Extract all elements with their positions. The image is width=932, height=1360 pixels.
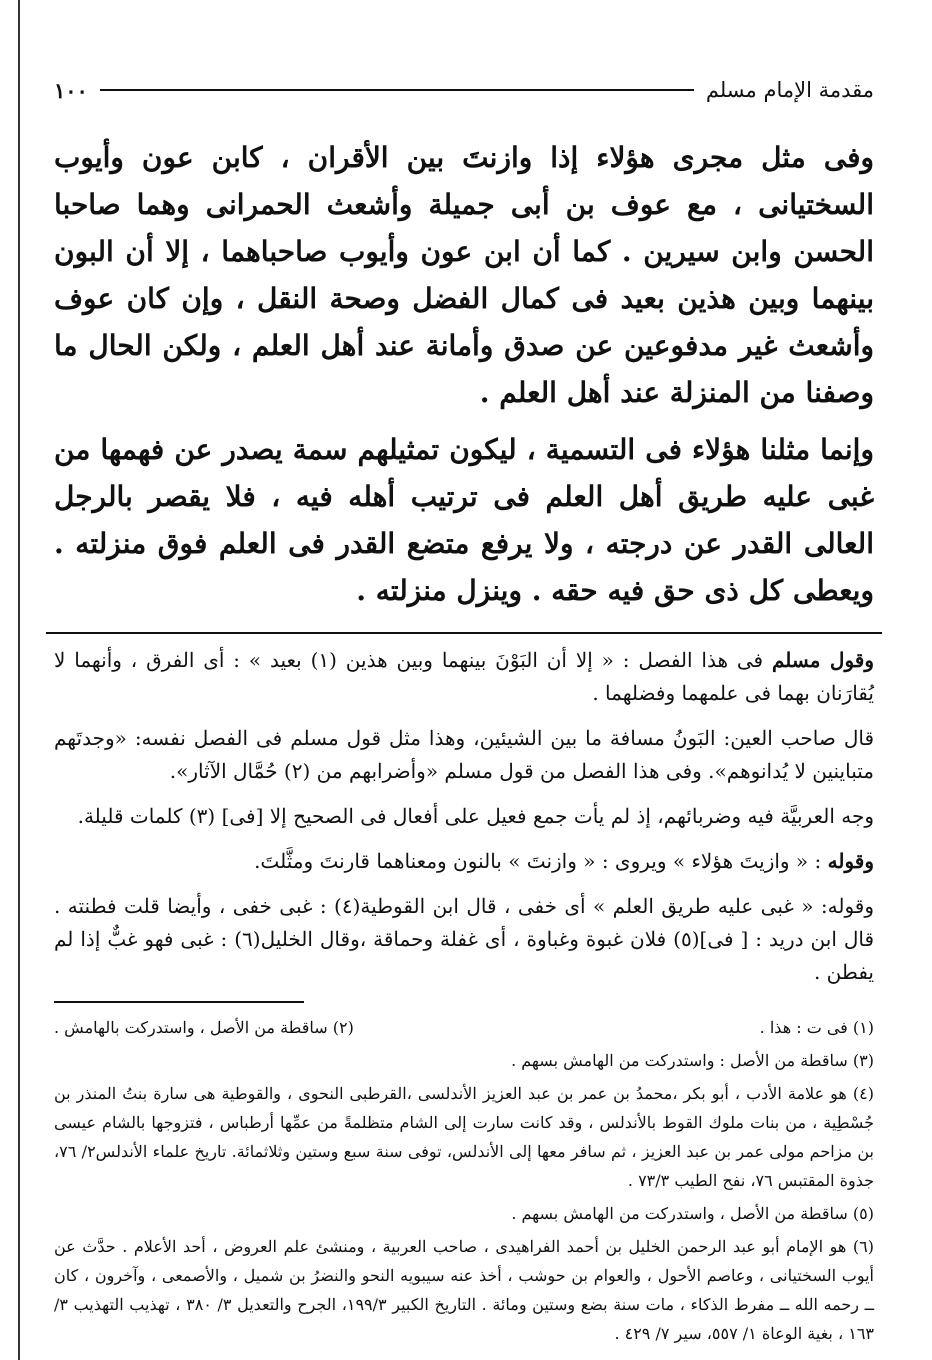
main-text-divider bbox=[46, 632, 882, 634]
commentary bbox=[54, 644, 874, 989]
commentary-paragraph-2: قال صاحب العين: البَونُ مسافة ما بين الشيئين، وهذا مثل قول مسلم فى الفصل نفسه: «وجدتَهم متباينين لا يُدانوهم». وفى هذا الفصل من قول مسلم «وأضرابهم من (٢) حُمَّال الآثار». bbox=[54, 726, 874, 783]
footnote-6: (٦) هو الإمام أبو عبد الرحمن الخليل بن أحمد الفراهيدى ، صاحب العربية ، ومنشئ علم العروض ، أحد الأعلام . حدَّث عن أيوب السختيانى ، وعاصم الأحول ، والعوام بن حوشب ، أخذ عنه سيبويه النحو والنضرُ بن شميل ، والأصمعى ، وآخرون ، كان ــ رحمه الله ــ مفرط الذكاء ، مات سنة بضع وستين ومائة . التاريخ الكبير ١٩٩/٣، الجرح والتعديل ٣/ ٣٨٠ ، تهذيب التهذيب ٣/ ١٦٣ ، بغية الوعاة ١/ ٥٥٧، سير ٧/ ٤٢٩ . bbox=[54, 1237, 875, 1343]
running-title: مقدمة الإمام مسلم bbox=[705, 78, 874, 102]
commentary-paragraph-1 bbox=[54, 644, 874, 710]
footnote-5: (٥) ساقطة من الأصل ، واستدركت من الهامش بسهم . bbox=[511, 1204, 874, 1223]
commentary-lead-4: وقوله bbox=[827, 849, 874, 873]
footnote-2: (٢) ساقطة من الأصل ، واستدركت بالهامش . bbox=[54, 1018, 354, 1037]
footnote-4: (٤) هو علامة الأدب ، أبو بكر ،محمدُ بن عمر بن عبد العزيز الأندلسى ،القرطبى النحوى ، والقوطية هى سارة بنتُ المنذر بن جُسْطِية ، من بنات ملوك القوط بالأندلس ، وقد كانت سارت إلى الشام متظلمةً من عمِّها أرطباس ، فتزوجها بالشام عيسى بن مزاحم مولى عمر بن عبد العزيز ، ثم سافر معها إلى الأندلس، توفى سنة سبع وستين وثلاثمائة. تاريخ علماء الأندلس٢/ ٧٦، جذوة المقتبس ٧٦، نفح الطيب ٧٣/٣ . bbox=[54, 1084, 875, 1190]
footnote-3: (٣) ساقطة من الأصل : واستدركت من الهامش بسهم . bbox=[511, 1051, 874, 1070]
footnotes-divider bbox=[54, 1001, 304, 1003]
commentary-paragraph-5: وقوله: « غبى عليه طريق العلم » أى خفى ، قال ابن القوطية(٤) : غبى خفى ، وأيضا قلت فطنته . قال ابن دريد : [ فى](٥) فلان غبوة وغباوة ، أى غفلة وحماقة ،وقال الخليل(٦) : غبى فهو غبٌّ إذا لم يفطن . bbox=[54, 894, 875, 984]
main-paragraph-2: وإنما مثلنا هؤلاء فى التسمية ، ليكون تمثيلهم سمة يصدر عن فهمها من غبى عليه طريق أهل العلم فى ترتيب أهله فيه ، فلا يقصر بالرجل العالى القدر عن درجته ، ولا يرفع متضع القدر فى العلم فوق منزلته . ويعطى كل ذى حق فيه حقه . وينزل منزلته . bbox=[54, 433, 874, 607]
commentary-lead-1: وقول مسلم bbox=[771, 648, 875, 672]
commentary-text-1: فى هذا الفصل : « إلا أن البَوْنَ بينهما وبين هذين (١) بعيد » : أى الفرق ، وأنهما لا يُقارَنان بهما فى علمهما وفضلهما . bbox=[54, 648, 874, 705]
commentary-text-4: : « وازيتَ هؤلاء » ويروى : « وازنتَ » بالنون ومعناهما قارنتَ ومثَّلتَ. bbox=[254, 849, 828, 873]
commentary-paragraph-4 bbox=[54, 845, 874, 878]
footnote-row-1-2 bbox=[54, 1013, 874, 1042]
running-header bbox=[54, 70, 874, 110]
footnote-1: (١) فى ت : هذا . bbox=[759, 1018, 874, 1037]
commentary-paragraph-3: وجه العربيَّة فيه وضربائهم، إذ لم يأت جمع فعيل على أفعال فى الصحيح إلا [فى] (٣) كلمات قليلة. bbox=[77, 804, 874, 828]
page-number: ١٠٠ bbox=[54, 77, 88, 103]
main-text bbox=[54, 134, 874, 614]
footnotes bbox=[54, 1013, 874, 1348]
header-rule bbox=[100, 89, 694, 91]
main-paragraph-1: وفى مثل مجرى هؤلاء إذا وازنتَ بين الأقران ، كابن عون وأيوب السختيانى ، مع عوف بن أبى جميلة وأشعث الحمرانى وهما صاحبا الحسن وابن سيرين . كما أن ابن عون وأيوب صاحباهما ، إلا أن البون بينهما وبين هذين بعيد فى كمال الفضل وصحة النقل ، وإن كان عوف وأشعث غير مدفوعين عن صدق وأمانة عند أهل العلم ، ولكن الحال ما وصفنا من المنزلة عند أهل العلم . bbox=[54, 141, 875, 409]
page-edge-line bbox=[18, 0, 20, 1360]
